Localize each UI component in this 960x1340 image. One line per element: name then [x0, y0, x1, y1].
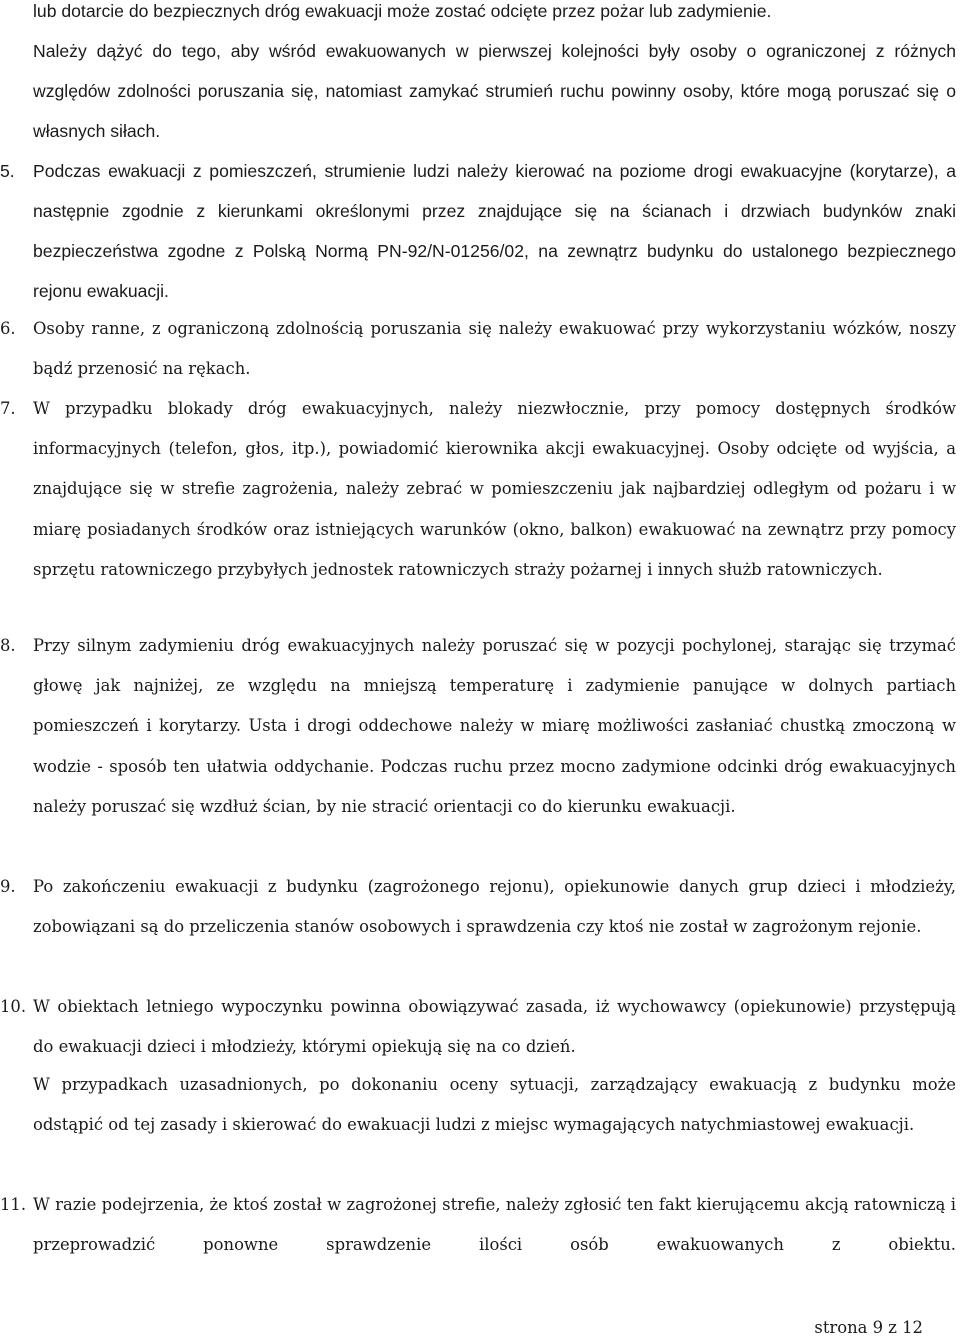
list-item-7: W przypadku blokady dróg ewakuacyjnych, należy niezwłocznie, przy pomocy dostępnych środków informacyjnych (telefon, głos, itp.), powiadomić kierownika akcji ewakuacyjnej. Osoby odcięte od wyjścia, a znajdujące się w strefie zagrożenia, należy zebrać w pomieszczeniu jak najbardziej odległym od pożaru i w miarę posiadanych środków oraz istniejących warunków (okno, balkon) ewakuować na zewnątrz przy pomocy sprzętu ratowniczego przybyłych jednostek ratowniczych straży pożarnej i innych służb ratowniczych.	[33, 399, 956, 579]
item-number: 11.	[0, 1195, 27, 1214]
list-item-11: W razie podejrzenia, że ktoś został w zagrożonej strefie, należy zgłosić ten fakt kierującemu akcją ratowniczą i przeprowadzić ponowne sprawdzenie ilości osób ewakuowanych z obiektu.	[33, 1195, 956, 1255]
page-number: strona 9 z 12	[814, 1318, 923, 1337]
list-item-10: W obiektach letniego wypoczynku powinna obowiązywać zasada, iż wychowawcy (opiekunowie) przystępują do ewakuacji dzieci i młodzieży, którymi opiekują się na co dzień.	[33, 997, 956, 1057]
item-number: 10.	[0, 997, 27, 1016]
item-number: 5.	[0, 161, 15, 181]
list-item-9: Po zakończeniu ewakuacji z budynku (zagrożonego rejonu), opiekunowie danych grup dzieci i młodzieży, zobowiązani są do przeliczenia stanów osobowych i sprawdzenia czy ktoś nie został w zagrożonym rejonie.	[33, 877, 956, 937]
item-number: 9.	[0, 877, 16, 896]
item-number: 7.	[0, 399, 16, 418]
list-item-6: Osoby ranne, z ograniczoną zdolnością poruszania się należy ewakuować przy wykorzystaniu wózków, noszy bądź przenosić na rękach.	[33, 319, 956, 379]
item-number: 6.	[0, 319, 16, 338]
list-item-8: Przy silnym zadymieniu dróg ewakuacyjnych należy poruszać się w pozycji pochylonej, starając się trzymać głowę jak najniżej, ze względu na mniejszą temperaturę i zadymienie panujące w dolnych partiach pomieszczeń i korytarzy. Usta i drogi oddechowe należy w miarę możliwości zasłaniać chustką zmoczoną w wodzie - sposób ten ułatwia oddychanie. Podczas ruchu przez mocno zadymione odcinki dróg ewakuacyjnych należy poruszać się wzdłuż ścian, by nie stracić orientacji co do kierunku ewakuacji.	[33, 636, 956, 816]
list-item-5: Podczas ewakuacji z pomieszczeń, strumienie ludzi należy kierować na poziome drogi ewakuacyjne (korytarze), a następnie zgodnie z kierunkami określonymi przez znajdujące się na ścianach i drzwiach budynków znaki bezpieczeństwa zgodne z Polską Normą PN-92/N-01256/02, na zewnątrz budynku do ustalonego bezpiecznego rejonu ewakuacji.	[33, 161, 956, 301]
intro-paragraph: Należy dążyć do tego, aby wśród ewakuowanych w pierwszej kolejności były osoby o ograniczonej z różnych względów zdolności poruszania się, natomiast zamykać strumień ruchu powinny osoby, które mogą poruszać się o własnych siłach.	[33, 41, 956, 141]
list-item-10-continuation: W przypadkach uzasadnionych, po dokonaniu oceny sytuacji, zarządzający ewakuacją z budynku może odstąpić od tej zasady i skierować do ewakuacji ludzi z miejsc wymagających natychmiastowej ewakuacji.	[33, 1075, 956, 1135]
item-number: 8.	[0, 636, 16, 655]
intro-continuation-line: lub dotarcie do bezpiecznych dróg ewakuacji może zostać odcięte przez pożar lub zadymienie.	[33, 1, 772, 21]
